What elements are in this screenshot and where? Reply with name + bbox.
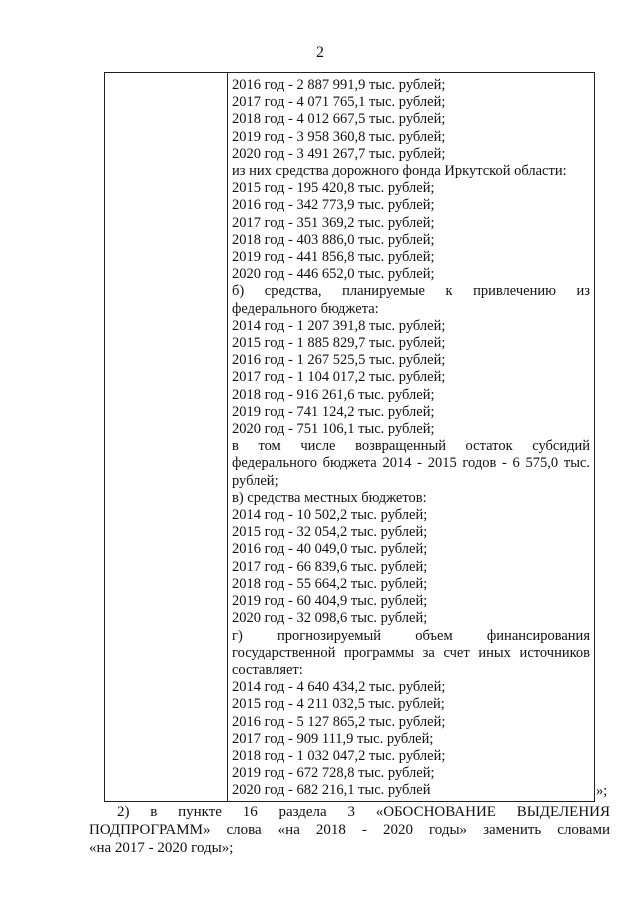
cell-line: 2015 год - 195 420,8 тыс. рублей; — [232, 180, 435, 197]
cell-line: 2014 год - 4 640 434,2 тыс. рублей; — [232, 679, 446, 696]
cell-line: 2017 год - 4 071 765,1 тыс. рублей; — [232, 94, 446, 111]
cell-line: государственной программы за счет иных источников — [232, 644, 590, 661]
cell-line: 2020 год - 682 216,1 тыс. рублей — [232, 782, 431, 799]
cell-line: 2020 год - 32 098,6 тыс. рублей; — [232, 610, 428, 627]
page-number: 2 — [316, 44, 324, 61]
column-divider — [227, 73, 228, 801]
cell-line: 2018 год - 1 032 047,2 тыс. рублей; — [232, 747, 446, 764]
cell-line: 2019 год - 741 124,2 тыс. рублей; — [232, 403, 435, 420]
cell-line: 2019 год - 3 958 360,8 тыс. рублей; — [232, 128, 446, 145]
cell-line: 2019 год - 441 856,8 тыс. рублей; — [232, 249, 435, 266]
cell-line: б) средства, планируемые к привлечению из — [232, 283, 590, 300]
financing-table — [104, 72, 595, 802]
cell-line: 2016 год - 342 773,9 тыс. рублей; — [232, 197, 435, 214]
cell-line: составляет: — [232, 661, 303, 678]
cell-line: 2014 год - 1 207 391,8 тыс. рублей; — [232, 317, 446, 334]
cell-line: федерального бюджета 2014 - 2015 годов - 6 575,0 тыс. — [232, 455, 590, 472]
cell-line: 2017 год - 909 111,9 тыс. рублей; — [232, 730, 434, 747]
cell-line: 2015 год - 4 211 032,5 тыс. рублей; — [232, 696, 445, 713]
cell-line: 2018 год - 4 012 667,5 тыс. рублей; — [232, 111, 446, 128]
cell-line: 2016 год - 1 267 525,5 тыс. рублей; — [232, 352, 446, 369]
cell-line: 2017 год - 351 369,2 тыс. рублей; — [232, 214, 435, 231]
cell-line: 2018 год - 403 886,0 тыс. рублей; — [232, 231, 435, 248]
cell-line: рублей; — [232, 472, 279, 489]
closing-quote-mark: »; — [596, 783, 608, 799]
cell-line: г) прогнозируемый объем финансирования — [232, 627, 590, 644]
cell-line: 2020 год - 446 652,0 тыс. рублей; — [232, 266, 435, 283]
cell-line: 2016 год - 5 127 865,2 тыс. рублей; — [232, 713, 446, 730]
paragraph-line: «на 2017 - 2020 годы»; — [89, 840, 234, 856]
amendment-paragraph — [89, 803, 610, 857]
cell-line: 2014 год - 10 502,2 тыс. рублей; — [232, 507, 428, 524]
cell-line: 2018 год - 55 664,2 тыс. рублей; — [232, 575, 428, 592]
cell-line: 2020 год - 751 106,1 тыс. рублей; — [232, 421, 435, 438]
cell-line: 2017 год - 1 104 017,2 тыс. рублей; — [232, 369, 446, 386]
cell-line: 2015 год - 32 054,2 тыс. рублей; — [232, 524, 428, 541]
cell-line: федерального бюджета: — [232, 300, 379, 317]
financing-table-cell — [232, 77, 590, 800]
cell-line: 2019 год - 60 404,9 тыс. рублей; — [232, 593, 428, 610]
cell-line: 2015 год - 1 885 829,7 тыс. рублей; — [232, 335, 446, 352]
cell-line: в) средства местных бюджетов: — [232, 489, 427, 506]
cell-line: в том числе возвращенный остаток субсидий — [232, 438, 590, 455]
cell-line: 2020 год - 3 491 267,7 тыс. рублей; — [232, 145, 446, 162]
cell-line: 2019 год - 672 728,8 тыс. рублей; — [232, 765, 435, 782]
cell-line: из них средства дорожного фонда Иркутской области: — [232, 163, 567, 180]
paragraph-line: ПОДПРОГРАММ» слова «на 2018 - 2020 годы» заменить словами — [89, 822, 610, 838]
cell-line: 2017 год - 66 839,6 тыс. рублей; — [232, 558, 428, 575]
cell-line: 2018 год - 916 261,6 тыс. рублей; — [232, 386, 435, 403]
cell-line: 2016 год - 2 887 991,9 тыс. рублей; — [232, 77, 446, 93]
paragraph-line: 2) в пункте 16 раздела 3 «ОБОСНОВАНИЕ ВЫДЕЛЕНИЯ — [117, 804, 610, 820]
cell-line: 2016 год - 40 049,0 тыс. рублей; — [232, 541, 428, 558]
